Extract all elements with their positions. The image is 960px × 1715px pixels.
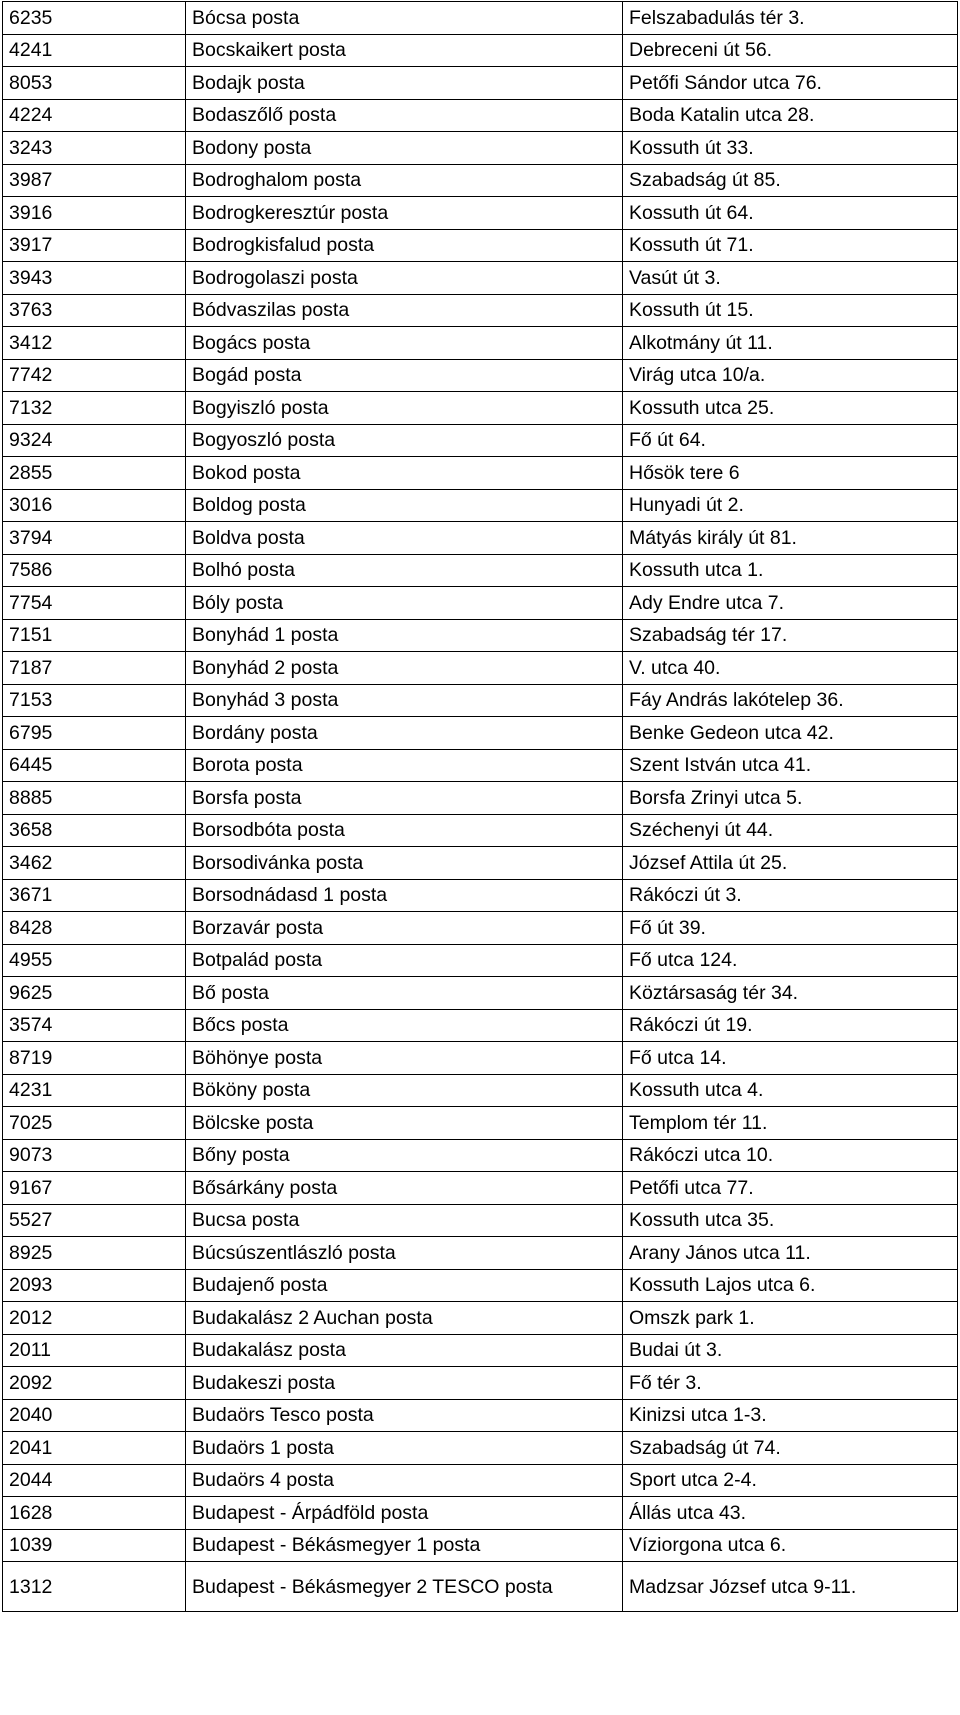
- address-cell: Boda Katalin utca 28.: [623, 99, 958, 132]
- zip-code-cell: 3243: [3, 132, 186, 165]
- address-cell: Madzsar József utca 9-11.: [623, 1562, 958, 1612]
- table-row: [3, 652, 958, 685]
- zip-code-cell: 6445: [3, 749, 186, 782]
- zip-code-cell: 4231: [3, 1074, 186, 1107]
- table-row: [3, 164, 958, 197]
- address-cell: Mátyás király út 81.: [623, 522, 958, 555]
- address-cell: Hősök tere 6: [623, 457, 958, 490]
- zip-code-cell: 4241: [3, 34, 186, 67]
- address-cell: Szabadság út 85.: [623, 164, 958, 197]
- table-row: [3, 1107, 958, 1140]
- post-office-name-cell: Bolhó posta: [186, 554, 623, 587]
- table-row: [3, 522, 958, 555]
- table-row: [3, 1009, 958, 1042]
- zip-code-cell: 2092: [3, 1367, 186, 1400]
- post-office-name-cell: Bogád posta: [186, 359, 623, 392]
- address-cell: Fő út 64.: [623, 424, 958, 457]
- address-cell: Kossuth Lajos utca 6.: [623, 1269, 958, 1302]
- table-row: [3, 944, 958, 977]
- zip-code-cell: 9625: [3, 977, 186, 1010]
- zip-code-cell: 4955: [3, 944, 186, 977]
- address-cell: Alkotmány út 11.: [623, 327, 958, 360]
- address-cell: Köztársaság tér 34.: [623, 977, 958, 1010]
- table-row: [3, 1237, 958, 1270]
- table-row: [3, 229, 958, 262]
- address-cell: Állás utca 43.: [623, 1497, 958, 1530]
- address-cell: Szabadság út 74.: [623, 1432, 958, 1465]
- post-office-name-cell: Budajenő posta: [186, 1269, 623, 1302]
- post-office-name-cell: Borota posta: [186, 749, 623, 782]
- zip-code-cell: 8719: [3, 1042, 186, 1075]
- address-cell: Szent István utca 41.: [623, 749, 958, 782]
- post-office-name-cell: Bódvaszilas posta: [186, 294, 623, 327]
- zip-code-cell: 1628: [3, 1497, 186, 1530]
- address-cell: Ady Endre utca 7.: [623, 587, 958, 620]
- zip-code-cell: 3462: [3, 847, 186, 880]
- address-cell: Kossuth út 64.: [623, 197, 958, 230]
- address-cell: Kossuth utca 35.: [623, 1204, 958, 1237]
- zip-code-cell: 2040: [3, 1399, 186, 1432]
- post-office-name-cell: Bodony posta: [186, 132, 623, 165]
- address-cell: Felszabadulás tér 3.: [623, 2, 958, 35]
- table-row: [3, 2, 958, 35]
- post-office-name-cell: Bő posta: [186, 977, 623, 1010]
- address-cell: Rákóczi út 3.: [623, 879, 958, 912]
- address-cell: Kossuth út 33.: [623, 132, 958, 165]
- zip-code-cell: 3658: [3, 814, 186, 847]
- address-cell: Arany János utca 11.: [623, 1237, 958, 1270]
- table-row: [3, 327, 958, 360]
- table-row: [3, 197, 958, 230]
- table-row: [3, 294, 958, 327]
- zip-code-cell: 8925: [3, 1237, 186, 1270]
- post-office-name-cell: Bodajk posta: [186, 67, 623, 100]
- post-office-name-cell: Boldva posta: [186, 522, 623, 555]
- address-cell: Budai út 3.: [623, 1334, 958, 1367]
- address-cell: Fő út 39.: [623, 912, 958, 945]
- zip-code-cell: 1312: [3, 1562, 186, 1612]
- post-office-name-cell: Bőcs posta: [186, 1009, 623, 1042]
- post-office-name-cell: Bősárkány posta: [186, 1172, 623, 1205]
- post-office-name-cell: Bucsa posta: [186, 1204, 623, 1237]
- zip-code-cell: 8885: [3, 782, 186, 815]
- post-office-name-cell: Boldog posta: [186, 489, 623, 522]
- zip-code-cell: 3943: [3, 262, 186, 295]
- zip-code-cell: 8053: [3, 67, 186, 100]
- table-row: [3, 619, 958, 652]
- post-office-name-cell: Bodrogkisfalud posta: [186, 229, 623, 262]
- address-cell: Kossuth utca 1.: [623, 554, 958, 587]
- zip-code-cell: 7025: [3, 1107, 186, 1140]
- table-row: [3, 132, 958, 165]
- zip-code-cell: 7132: [3, 392, 186, 425]
- post-office-name-cell: Bonyhád 1 posta: [186, 619, 623, 652]
- table-row: [3, 977, 958, 1010]
- address-cell: Kossuth utca 25.: [623, 392, 958, 425]
- post-office-name-cell: Bonyhád 2 posta: [186, 652, 623, 685]
- zip-code-cell: 3016: [3, 489, 186, 522]
- post-office-name-cell: Borzavár posta: [186, 912, 623, 945]
- zip-code-cell: 3794: [3, 522, 186, 555]
- zip-code-cell: 7187: [3, 652, 186, 685]
- zip-code-cell: 8428: [3, 912, 186, 945]
- zip-code-cell: 3412: [3, 327, 186, 360]
- address-cell: Petőfi Sándor utca 76.: [623, 67, 958, 100]
- table-row: [3, 424, 958, 457]
- table-row: [3, 1074, 958, 1107]
- post-office-name-cell: Borsfa posta: [186, 782, 623, 815]
- address-cell: Fáy András lakótelep 36.: [623, 684, 958, 717]
- table-row: [3, 262, 958, 295]
- table-row: [3, 749, 958, 782]
- zip-code-cell: 7754: [3, 587, 186, 620]
- address-cell: Benke Gedeon utca 42.: [623, 717, 958, 750]
- table-row: [3, 1464, 958, 1497]
- zip-code-cell: 9167: [3, 1172, 186, 1205]
- table-row: [3, 1497, 958, 1530]
- post-office-name-cell: Bogács posta: [186, 327, 623, 360]
- address-cell: Vasút út 3.: [623, 262, 958, 295]
- address-cell: Hunyadi út 2.: [623, 489, 958, 522]
- address-cell: József Attila út 25.: [623, 847, 958, 880]
- post-office-name-cell: Borsodbóta posta: [186, 814, 623, 847]
- table-row: [3, 847, 958, 880]
- zip-code-cell: 2011: [3, 1334, 186, 1367]
- zip-code-cell: 1039: [3, 1529, 186, 1562]
- post-office-name-cell: Bokod posta: [186, 457, 623, 490]
- table-row: [3, 554, 958, 587]
- address-cell: Debreceni út 56.: [623, 34, 958, 67]
- zip-code-cell: 2041: [3, 1432, 186, 1465]
- table-body: [3, 2, 958, 1612]
- table-row: [3, 1399, 958, 1432]
- address-cell: V. utca 40.: [623, 652, 958, 685]
- zip-code-cell: 6795: [3, 717, 186, 750]
- post-office-name-cell: Bogyoszló posta: [186, 424, 623, 457]
- table-row: [3, 1042, 958, 1075]
- table-row: [3, 359, 958, 392]
- address-cell: Templom tér 11.: [623, 1107, 958, 1140]
- address-cell: Sport utca 2-4.: [623, 1464, 958, 1497]
- zip-code-cell: 9073: [3, 1139, 186, 1172]
- table-row: [3, 879, 958, 912]
- post-office-name-cell: Bodrogolaszi posta: [186, 262, 623, 295]
- post-office-name-cell: Budakeszi posta: [186, 1367, 623, 1400]
- table-row: [3, 67, 958, 100]
- zip-code-cell: 2093: [3, 1269, 186, 1302]
- table-row: [3, 1139, 958, 1172]
- post-office-name-cell: Budaörs 4 posta: [186, 1464, 623, 1497]
- post-office-name-cell: Bócsa posta: [186, 2, 623, 35]
- table-row: [3, 814, 958, 847]
- post-office-name-cell: Botpalád posta: [186, 944, 623, 977]
- zip-code-cell: 7742: [3, 359, 186, 392]
- address-cell: Kossuth út 71.: [623, 229, 958, 262]
- address-cell: Víziorgona utca 6.: [623, 1529, 958, 1562]
- zip-code-cell: 6235: [3, 2, 186, 35]
- post-office-name-cell: Bogyiszló posta: [186, 392, 623, 425]
- zip-code-cell: 3671: [3, 879, 186, 912]
- zip-code-cell: 3916: [3, 197, 186, 230]
- table-row: [3, 457, 958, 490]
- zip-code-cell: 4224: [3, 99, 186, 132]
- address-cell: Széchenyi út 44.: [623, 814, 958, 847]
- post-office-name-cell: Budakalász 2 Auchan posta: [186, 1302, 623, 1335]
- address-cell: Fő utca 124.: [623, 944, 958, 977]
- address-cell: Virág utca 10/a.: [623, 359, 958, 392]
- post-office-table: [2, 1, 958, 1612]
- post-office-name-cell: Borsodnádasd 1 posta: [186, 879, 623, 912]
- address-cell: Fő tér 3.: [623, 1367, 958, 1400]
- post-office-name-cell: Bodaszőlő posta: [186, 99, 623, 132]
- zip-code-cell: 9324: [3, 424, 186, 457]
- address-cell: Petőfi utca 77.: [623, 1172, 958, 1205]
- zip-code-cell: 7153: [3, 684, 186, 717]
- table-row: [3, 1204, 958, 1237]
- post-office-name-cell: Bonyhád 3 posta: [186, 684, 623, 717]
- table-row: [3, 587, 958, 620]
- address-cell: Borsfa Zrinyi utca 5.: [623, 782, 958, 815]
- post-office-name-cell: Böhönye posta: [186, 1042, 623, 1075]
- table-row: [3, 1269, 958, 1302]
- zip-code-cell: 3987: [3, 164, 186, 197]
- post-office-name-cell: Bőny posta: [186, 1139, 623, 1172]
- table-row: [3, 1367, 958, 1400]
- post-office-name-cell: Budapest - Árpádföld posta: [186, 1497, 623, 1530]
- address-cell: Kossuth út 15.: [623, 294, 958, 327]
- post-office-name-cell: Budapest - Békásmegyer 1 posta: [186, 1529, 623, 1562]
- table-row: [3, 1334, 958, 1367]
- post-office-name-cell: Budapest - Békásmegyer 2 TESCO posta: [186, 1562, 623, 1612]
- table-row: [3, 34, 958, 67]
- zip-code-cell: 2855: [3, 457, 186, 490]
- zip-code-cell: 3763: [3, 294, 186, 327]
- table-row: [3, 1529, 958, 1562]
- zip-code-cell: 2044: [3, 1464, 186, 1497]
- address-cell: Rákóczi út 19.: [623, 1009, 958, 1042]
- post-office-name-cell: Bököny posta: [186, 1074, 623, 1107]
- post-office-name-cell: Bordány posta: [186, 717, 623, 750]
- address-cell: Rákóczi utca 10.: [623, 1139, 958, 1172]
- post-office-name-cell: Budaörs Tesco posta: [186, 1399, 623, 1432]
- post-office-name-cell: Budaörs 1 posta: [186, 1432, 623, 1465]
- zip-code-cell: 3574: [3, 1009, 186, 1042]
- zip-code-cell: 5527: [3, 1204, 186, 1237]
- post-office-name-cell: Bölcske posta: [186, 1107, 623, 1140]
- table-row: [3, 392, 958, 425]
- table-row: [3, 1302, 958, 1335]
- table-row: [3, 1172, 958, 1205]
- post-office-name-cell: Bóly posta: [186, 587, 623, 620]
- address-cell: Kossuth utca 4.: [623, 1074, 958, 1107]
- address-cell: Omszk park 1.: [623, 1302, 958, 1335]
- post-office-name-cell: Borsodivánka posta: [186, 847, 623, 880]
- table-row: [3, 684, 958, 717]
- address-cell: Szabadság tér 17.: [623, 619, 958, 652]
- table-row: [3, 489, 958, 522]
- post-office-name-cell: Bodroghalom posta: [186, 164, 623, 197]
- post-office-name-cell: Budakalász posta: [186, 1334, 623, 1367]
- table-row: [3, 1562, 958, 1612]
- post-office-name-cell: Bocskaikert posta: [186, 34, 623, 67]
- table-row: [3, 717, 958, 750]
- table-row: [3, 782, 958, 815]
- table-row: [3, 1432, 958, 1465]
- zip-code-cell: 7151: [3, 619, 186, 652]
- post-office-name-cell: Búcsúszentlászló posta: [186, 1237, 623, 1270]
- post-office-name-cell: Bodrogkeresztúr posta: [186, 197, 623, 230]
- table-row: [3, 99, 958, 132]
- zip-code-cell: 7586: [3, 554, 186, 587]
- address-cell: Fő utca 14.: [623, 1042, 958, 1075]
- address-cell: Kinizsi utca 1-3.: [623, 1399, 958, 1432]
- zip-code-cell: 3917: [3, 229, 186, 262]
- table-row: [3, 912, 958, 945]
- zip-code-cell: 2012: [3, 1302, 186, 1335]
